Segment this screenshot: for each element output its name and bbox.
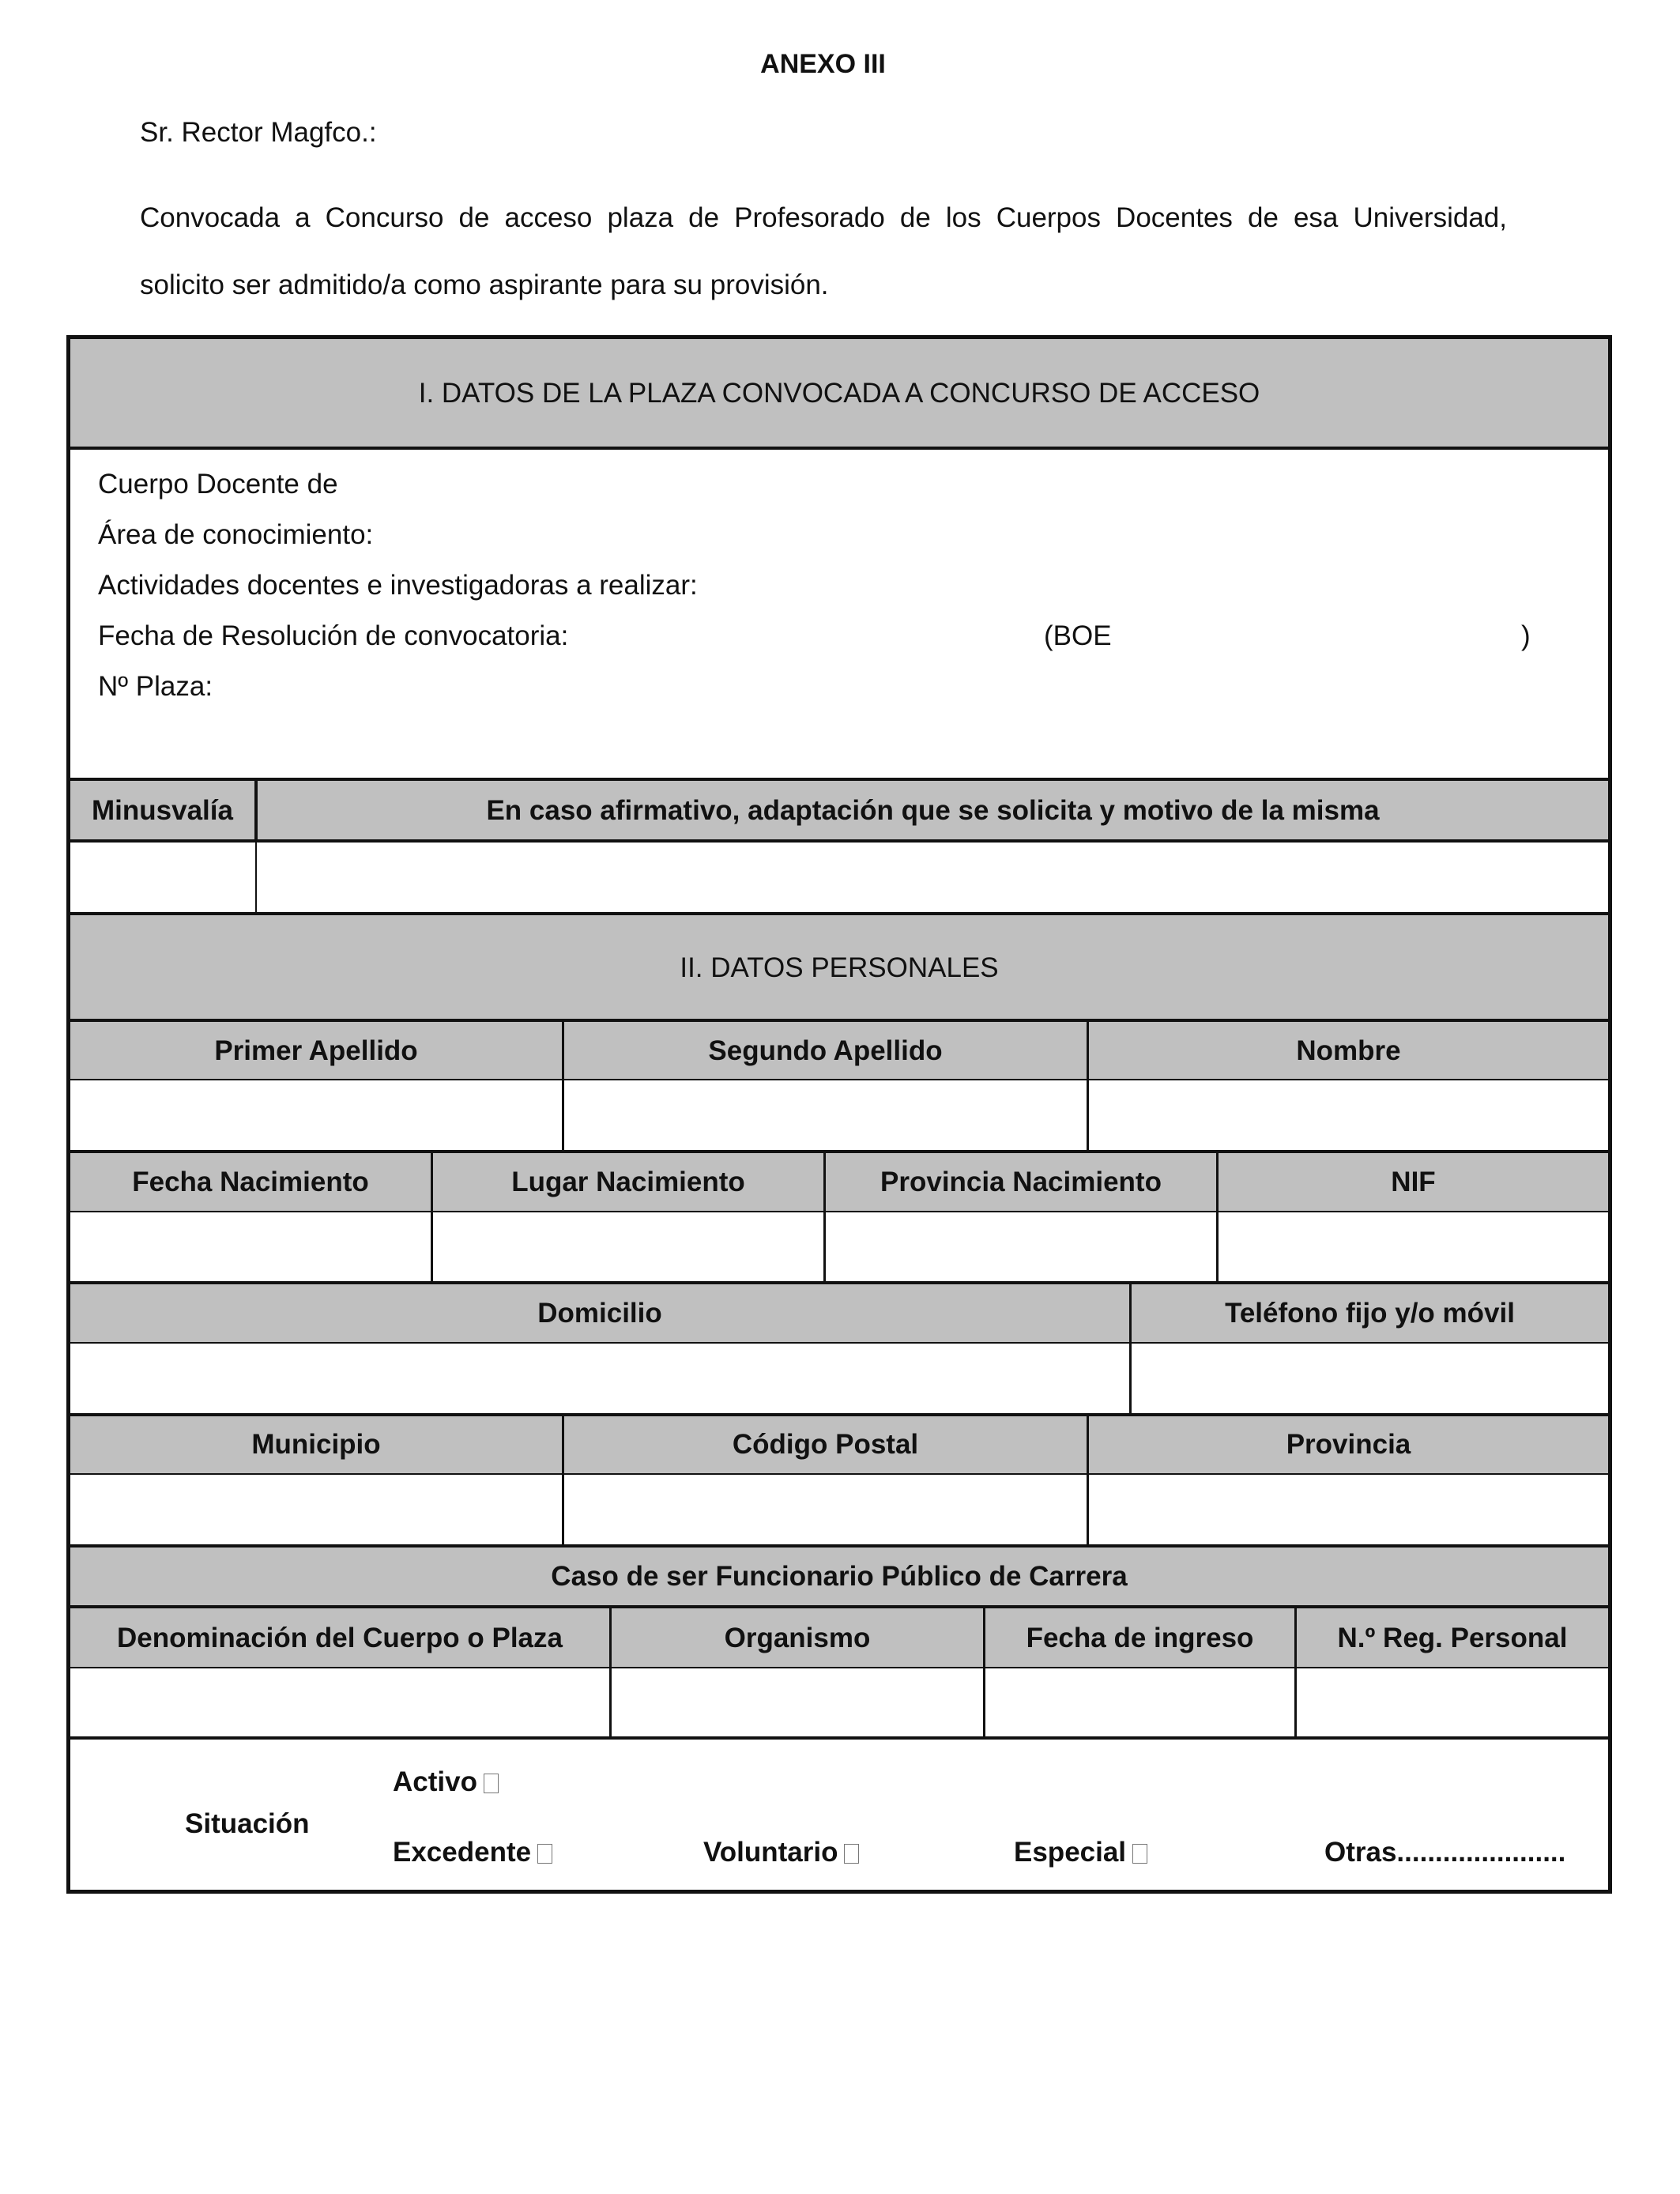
- fecha-ingreso-label: Fecha de ingreso: [1026, 1623, 1254, 1653]
- disability-label: Minusvalía: [92, 795, 233, 826]
- nombre-label: Nombre: [1296, 1035, 1401, 1066]
- telefono-label: Teléfono fijo y/o móvil: [1225, 1298, 1515, 1329]
- excedente-label: Excedente: [393, 1837, 532, 1868]
- document-title: ANEXO III: [760, 49, 886, 79]
- activo-checkbox[interactable]: [484, 1774, 499, 1793]
- reg-personal-label: N.º Reg. Personal: [1337, 1623, 1568, 1653]
- municipio-label: Municipio: [251, 1429, 381, 1460]
- disability-input-divider: [255, 843, 257, 912]
- field-area-conocimiento: Área de conocimiento:: [98, 519, 374, 550]
- adaptation-label: En caso afirmativo, adaptación que se solicita y motivo de la misma: [486, 795, 1380, 826]
- codigo-postal-label: Código Postal: [732, 1429, 919, 1460]
- voluntario-option[interactable]: [703, 1838, 859, 1866]
- fecha-nacimiento-label: Fecha Nacimiento: [132, 1167, 369, 1197]
- boe-open: (BOE: [1044, 620, 1112, 651]
- provincia-nacimiento-label: Provincia Nacimiento: [880, 1167, 1162, 1197]
- organismo-input[interactable]: [612, 1668, 983, 1736]
- telefono-input[interactable]: [1132, 1344, 1608, 1413]
- activo-label: Activo: [393, 1766, 477, 1797]
- intro-line-2: solicito ser admitido/a como aspirante para su provisión.: [140, 270, 829, 300]
- provincia-input[interactable]: [1089, 1475, 1608, 1544]
- activo-option[interactable]: [393, 1768, 499, 1796]
- field-cuerpo-docente: Cuerpo Docente de: [98, 469, 338, 499]
- municipio-input[interactable]: [70, 1475, 562, 1544]
- lugar-nacimiento-label: Lugar Nacimiento: [511, 1167, 745, 1197]
- field-actividades: Actividades docentes e investigadoras a realizar:: [98, 570, 698, 601]
- nombre-input[interactable]: [1089, 1080, 1608, 1150]
- funcionario-title: Caso de ser Funcionario Público de Carrera: [551, 1561, 1128, 1592]
- provincia-nacimiento-input[interactable]: [826, 1212, 1216, 1281]
- organismo-label: Organismo: [724, 1623, 871, 1653]
- intro-line-1: Convocada a Concurso de acceso plaza de Profesorado de los Cuerpos Docentes de esa Universidad,: [140, 202, 1507, 233]
- denominacion-cuerpo-label: Denominación del Cuerpo o Plaza: [117, 1623, 563, 1653]
- section1-title: I. DATOS DE LA PLAZA CONVOCADA A CONCURSO DE ACCESO: [418, 378, 1260, 409]
- boe-close: ): [1521, 620, 1531, 651]
- situacion-label: Situación: [185, 1808, 310, 1839]
- especial-checkbox[interactable]: [1132, 1844, 1147, 1864]
- denominacion-cuerpo-input[interactable]: [70, 1668, 609, 1736]
- excedente-checkbox[interactable]: [537, 1844, 552, 1864]
- field-num-plaza: Nº Plaza:: [98, 671, 213, 702]
- nif-label: NIF: [1391, 1167, 1436, 1197]
- especial-label: Especial: [1014, 1837, 1127, 1868]
- especial-option[interactable]: [1014, 1838, 1147, 1866]
- reg-personal-input[interactable]: [1297, 1668, 1608, 1736]
- codigo-postal-input[interactable]: [564, 1475, 1087, 1544]
- application-form: [66, 335, 1612, 1894]
- provincia-label: Provincia: [1286, 1429, 1411, 1460]
- primer-apellido-label: Primer Apellido: [214, 1035, 418, 1066]
- voluntario-checkbox[interactable]: [844, 1844, 859, 1864]
- domicilio-label: Domicilio: [537, 1298, 662, 1329]
- otras-field[interactable]: Otras......................: [1324, 1837, 1566, 1868]
- nif-input[interactable]: [1219, 1212, 1608, 1281]
- disability-input[interactable]: [70, 843, 254, 912]
- section2-title: II. DATOS PERSONALES: [680, 952, 999, 983]
- field-fecha-resolucion: Fecha de Resolución de convocatoria:: [98, 620, 569, 651]
- domicilio-input[interactable]: [70, 1344, 1129, 1413]
- adaptation-input[interactable]: [258, 843, 1608, 912]
- lugar-nacimiento-input[interactable]: [433, 1212, 823, 1281]
- voluntario-label: Voluntario: [703, 1837, 838, 1868]
- salutation: Sr. Rector Magfco.:: [140, 117, 377, 148]
- primer-apellido-input[interactable]: [70, 1080, 562, 1150]
- segundo-apellido-label: Segundo Apellido: [708, 1035, 943, 1066]
- segundo-apellido-input[interactable]: [564, 1080, 1087, 1150]
- excedente-option[interactable]: [393, 1838, 552, 1866]
- fecha-ingreso-input[interactable]: [985, 1668, 1294, 1736]
- fecha-nacimiento-input[interactable]: [70, 1212, 431, 1281]
